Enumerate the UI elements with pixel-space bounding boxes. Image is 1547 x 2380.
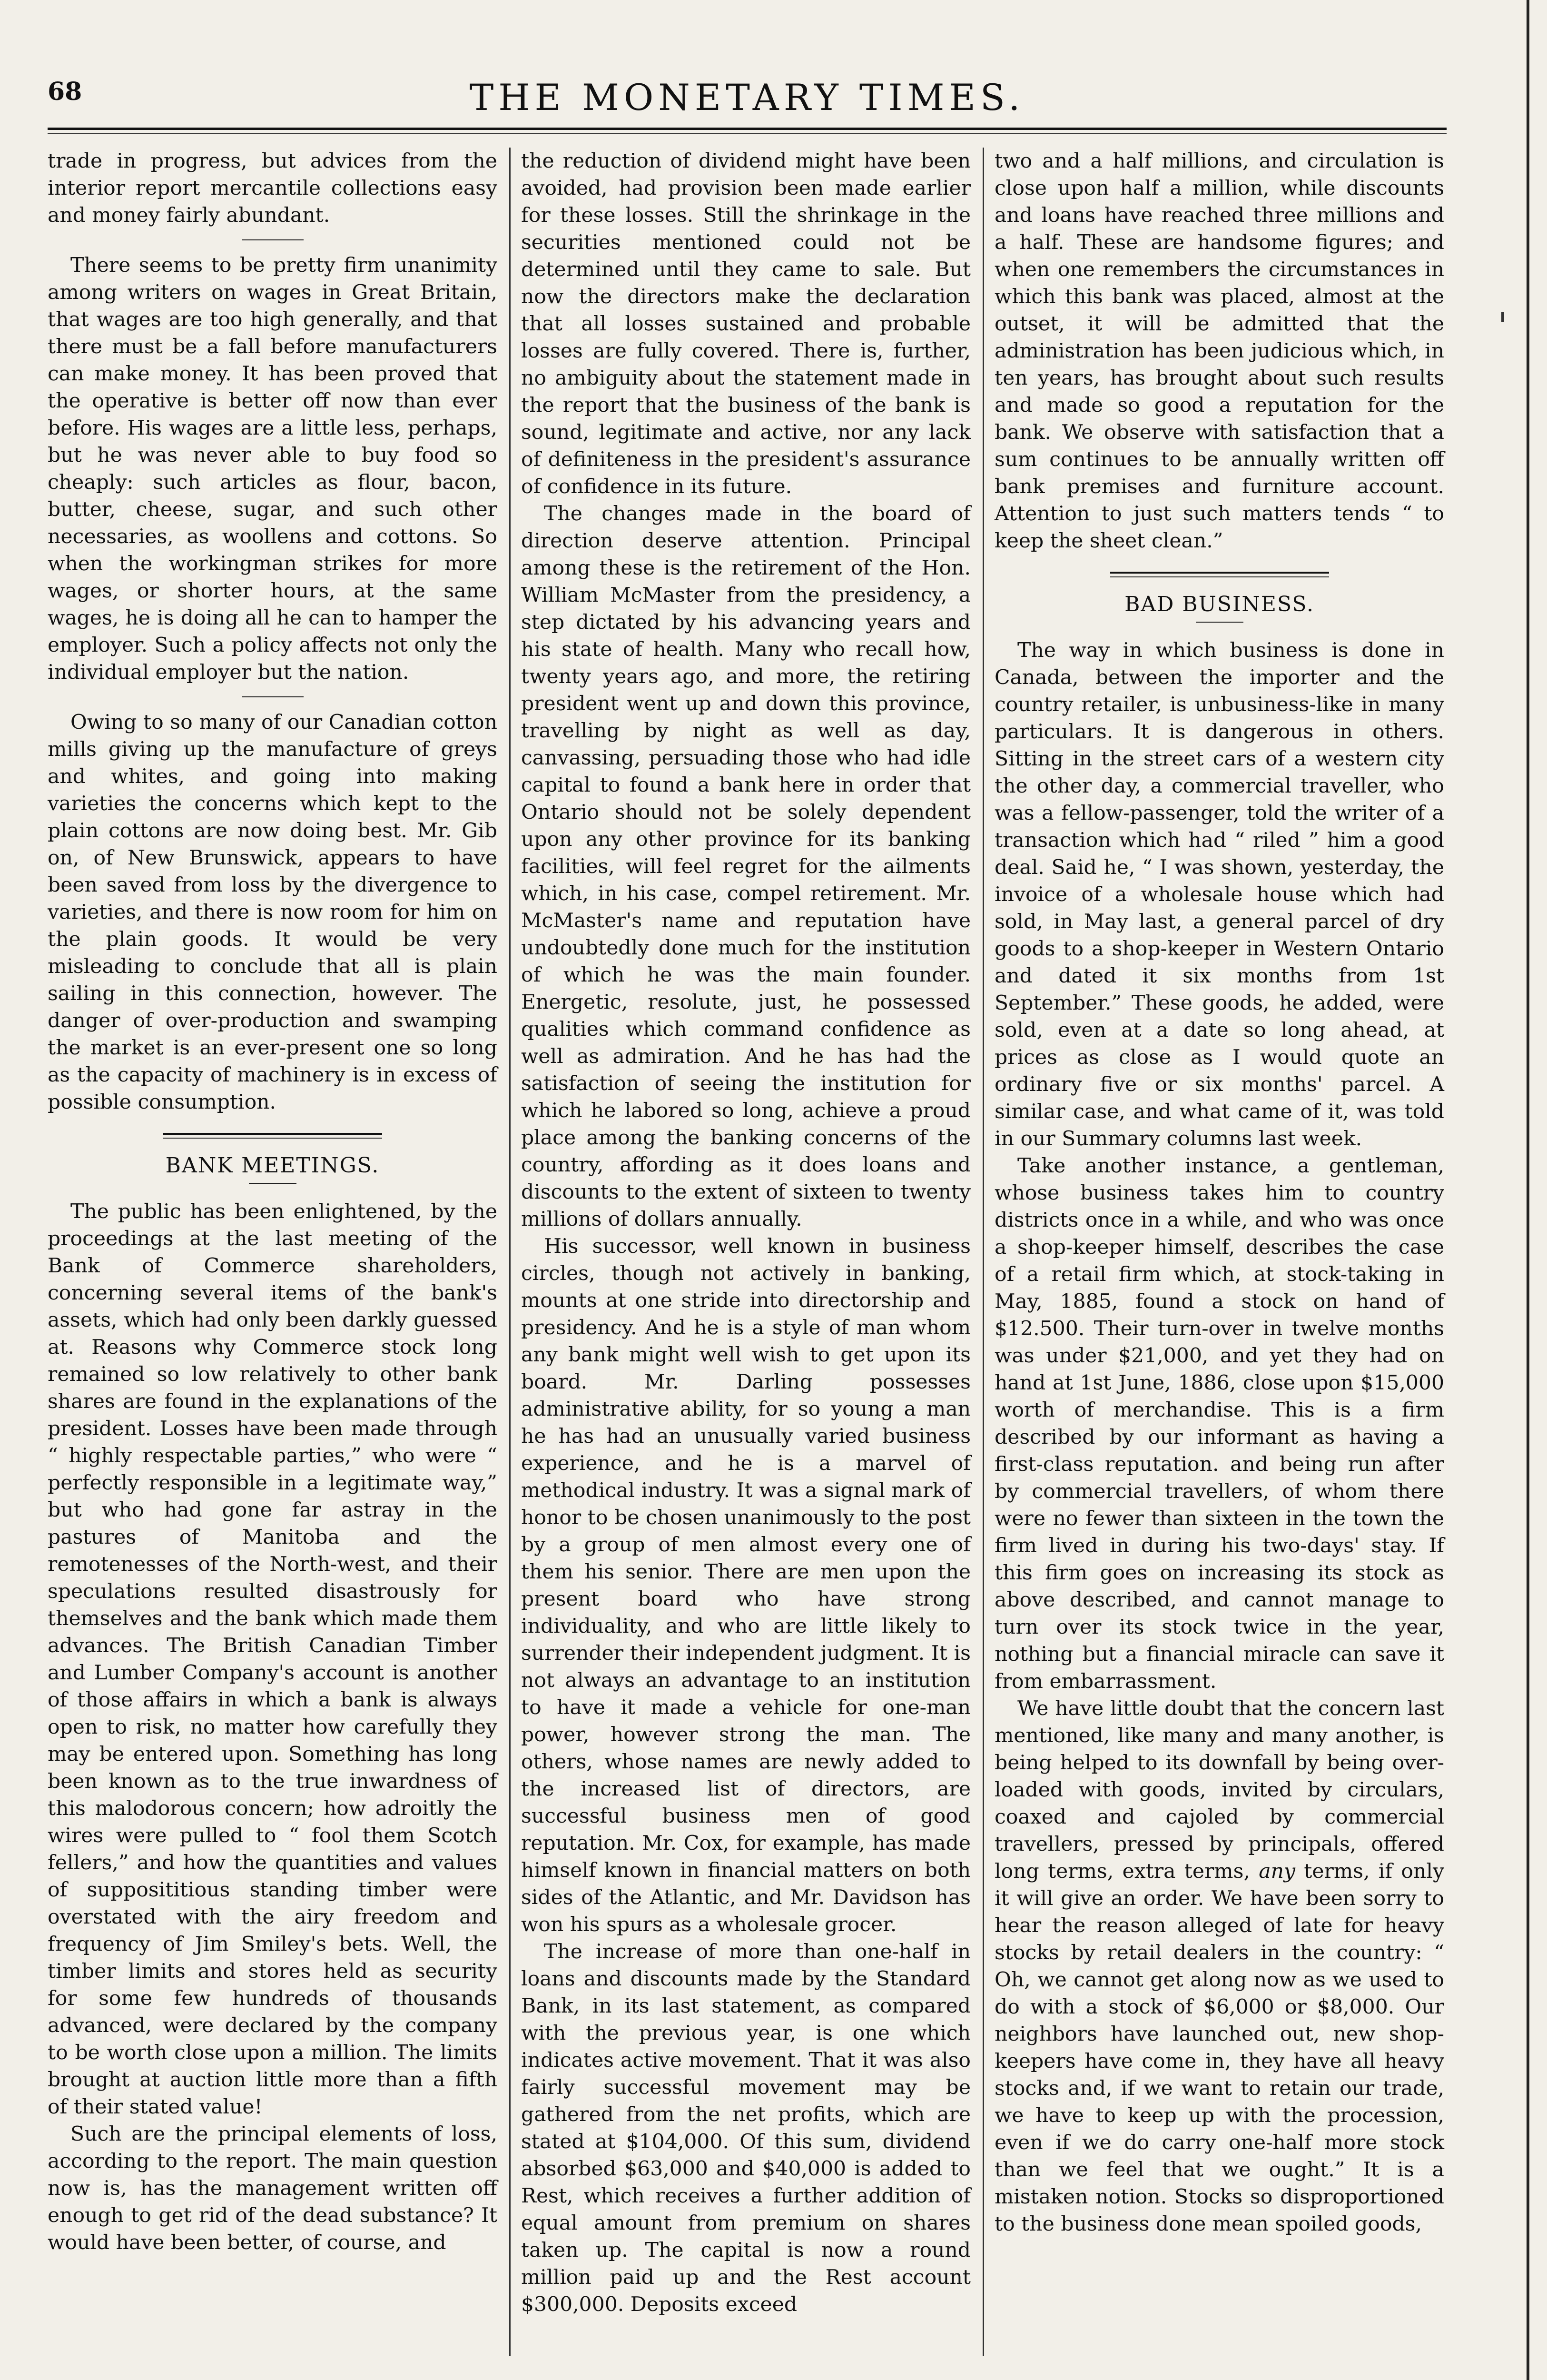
heading-underline	[1196, 622, 1243, 623]
section-double-rule	[1110, 572, 1329, 577]
masthead-title: THE MONETARY TIMES.	[469, 76, 1025, 119]
heading-underline	[249, 1183, 296, 1184]
paragraph: trade in progress, but advices from the interior report mercantile collections easy and money fairly abundant.	[48, 149, 497, 227]
paragraph: The increase of more than one-half in loans and discounts made by the Standard Bank, in its last statement, as compared with the previous year, is one which indicates active movement. That it was also fairly successful movement may be gathered from the net profits, which are stated at $104,000. Of this sum, dividend absorbed $63,000 and $40,000 is added to Rest, which receives a further addition of equal amount from premium on shares taken up. The capital is now a round million paid up and the Rest account $300,000. Deposits exceed	[521, 1940, 971, 2316]
paragraph-text: terms, if only it will give an order. We have been sorry to hear the reason alleged of late for heavy stocks by retail dealers in the country: “ Oh, we cannot get along now as we used to do with a stock of $6,000 or $8,000. Our neighbors have launched out, new shop-keepers have come in, they have all heavy stocks and, if we want to retain our trade, we have to keep up with the procession, even if we do carry one-half more stock than we feel that we ought.” It is a mistaken notion. Stocks so disproportioned to the business done mean spoiled goods,	[995, 1860, 1444, 2236]
paragraph: The changes made in the board of direction deserve attention. Principal among these is the retirement of the Hon. William McMaster from the presidency, a step dictated by his advancing years and his state of health. Many who recall how, twenty years ago, and more, the retiring president went up and down this province, travelling by night as well as day, canvassing, persuading those who had idle capital to found a bank here in order that Ontario should not be solely dependent upon any other province for its banking facilities, will feel regret for the ailments which, in his case, compel retirement. Mr. McMaster's name and reputation have undoubtedly done much for the institution of which he was the main founder. Energetic, resolute, just, he possessed qualities which command confidence as well as admiration. And he has had the satisfaction of seeing the institution for which he labored so long, achieve a proud place among the banking concerns of the country, affording as it does loans and discounts to the extent of sixteen to twenty millions of dollars annually.	[521, 502, 971, 1231]
newspaper-page	[48, 76, 1447, 2356]
column-1	[48, 148, 497, 2256]
section-double-rule	[163, 1133, 382, 1139]
header-rule-thick	[48, 128, 1447, 130]
margin-mark	[1501, 312, 1504, 322]
paragraph: The way in which business is done in Canada, between the importer and the country retailer, is unbusiness-like in many particulars. It is dangerous in others. Sitting in the street cars of a western city the other day, a commercial traveller, who was a fellow-passenger, told the writer of a transaction which had “ riled ” him a good deal. Said he, “ I was shown, yesterday, the invoice of a wholesale house which had sold, in May last, a general parcel of dry goods to a shop-keeper in Western Ontario and dated it six months from 1st September.” These goods, he added, were sold, even at a date so long ahead, at prices as close as I would quote an ordinary five or six months' parcel. A similar case, and what came of it, was told in our Summary columns last week.	[995, 639, 1444, 1150]
paragraph: Take another instance, a gentleman, whose business takes him to country districts once in a while, and who was once a shop-keeper himself, describes the case of a retail firm which, at stock-taking in May, 1885, found a stock on hand of $12.500. Their turn-over in twelve months was under $21,000, and yet they had on hand at 1st June, 1886, close upon $15,000 worth of merchandise. This is a firm described by our informant as having a first-class reputation. and being run after by commercial travellers, of whom there were no fewer than sixteen in the town the firm lived in during his two-days' stay. If this firm goes on increasing its stock as above described, and cannot manage to turn over its stock twice in the year, nothing but a financial miracle can save it from embarrassment.	[995, 1154, 1444, 1693]
separator-rule	[242, 239, 304, 240]
page-edge-shadow	[1527, 0, 1529, 2380]
paragraph: the reduction of dividend might have been avoided, had provision been made earlier for these losses. Still the shrinkage in the securities mentioned could not be determined until they came to sale. But now the directors make the declaration that all losses sustained and probable losses are fully covered. There is, further, no ambiguity about the statement made in the report that the business of the bank is sound, legitimate and active, nor any lack of definiteness in the president's assurance of confidence in its future.	[521, 149, 971, 498]
column-divider-2	[983, 148, 984, 2356]
section-heading-bank-meetings: BANK MEETINGS.	[165, 1153, 380, 1178]
paragraph: two and a half millions, and circulation is close upon half a million, while discounts and loans have reached three millions and a half. These are handsome figures; and when one remembers the circumstances in which this bank was placed, almost at the outset, it will be admitted that the administration has been judicious which, in ten years, has brought about such results and made so good a reputation for the bank. We observe with satisfaction that a sum continues to be annually written off bank premises and furniture account. Attention to just such matters tends “ to keep the sheet clean.”	[995, 149, 1444, 553]
paragraph: Owing to so many of our Canadian cotton mills giving up the manufacture of greys and whites, and going into making varieties the concerns which kept to the plain cottons are now doing best. Mr. Gib on, of New Brunswick, appears to have been saved from loss by the divergence to varieties, and there is now room for him on the plain goods. It would be very misleading to conclude that all is plain sailing in this connection, however. The danger of over-production and swamping the market is an ever-present one so long as the capacity of machinery is in excess of possible consumption.	[48, 711, 497, 1114]
header-rule-thin	[48, 133, 1447, 134]
page-header	[48, 76, 1447, 129]
separator-rule	[242, 696, 304, 697]
paragraph: There seems to be pretty firm unanimity among writers on wages in Great Britain, that wages are too high generally, and that there must be a fall before manufacturers can make money. It has been proved that the operative is better off now than ever before. His wages are a little less, perhaps, but he was never able to buy food so cheaply: such articles as flour, bacon, butter, cheese, sugar, and such other necessaries, as woollens and cottons. So when the workingman strikes for more wages, or shorter hours, at the same wages, he is doing all he can to hamper the employer. Such a policy affects not only the individual employer but the nation.	[48, 254, 497, 684]
italic-emphasis: any	[1259, 1860, 1295, 1883]
column-2	[521, 148, 971, 2318]
section-heading-bad-business: BAD BUSINESS.	[1124, 592, 1314, 616]
paragraph: Such are the principal elements of loss, according to the report. The main question now is, has the management written off enough to get rid of the dead substance? It would have been better, of course, and	[48, 2122, 497, 2254]
column-divider-1	[509, 148, 511, 2356]
paragraph	[995, 1695, 1444, 2238]
column-3	[995, 148, 1444, 2238]
paragraph: The public has been enlightened, by the proceedings at the last meeting of the Bank of Commerce shareholders, concerning several items of the bank's assets, which had only been darkly guessed at. Reasons why Commerce stock long remained so low relatively to other bank shares are found in the explanations of the president. Losses have been made through “ highly respectable parties,” who were “ perfectly responsible in a legitimate way,” but who had gone far astray in the pastures of Manitoba and the remotenesses of the North-west, and their speculations resulted disastrously for themselves and the bank which made them advances. The British Canadian Timber and Lumber Company's account is another of those affairs in which a bank is always open to risk, no matter how carefully they may be entered upon. Something has long been known as to the true inwardness of this malodorous concern; how adroitly the wires were pulled to “ fool them Scotch fellers,” and how the quantities and values of supposititious standing timber were overstated with the airy freedom and frequency of Jim Smiley's bets. Well, the timber limits and stores held as security for some few hundreds of thousands advanced, were declared by the company to be worth close upon a million. The limits brought at auction little more than a fifth of their stated value!	[48, 1200, 497, 2119]
paragraph-text: We have little doubt that the concern last mentioned, like many and many another, is being helped to its downfall by being over-loaded with goods, invited by circulars, coaxed and cajoled by commercial travellers, pressed by principals, offered long terms, extra terms,	[995, 1697, 1444, 1883]
page-number: 68	[48, 77, 82, 106]
paragraph: His successor, well known in business circles, though not actively in banking, mounts at one stride into directorship and presidency. And he is a style of man whom any bank might well wish to get upon its board. Mr. Darling possesses administrative ability, for so young a man he has had an unusually varied business experience, and he is a marvel of methodical industry. It was a signal mark of honor to be chosen unanimously to the post by a group of men almost every one of them his senior. There are men upon the present board who have strong individuality, and who are little likely to surrender their independent judgment. It is not always an advantage to an institution to have it made a vehicle for one-man power, however strong the man. The others, whose names are newly added to the increased list of directors, are successful business men of good reputation. Mr. Cox, for example, has made himself known in financial matters on both sides of the Atlantic, and Mr. Davidson has won his spurs as a wholesale grocer.	[521, 1235, 971, 1936]
